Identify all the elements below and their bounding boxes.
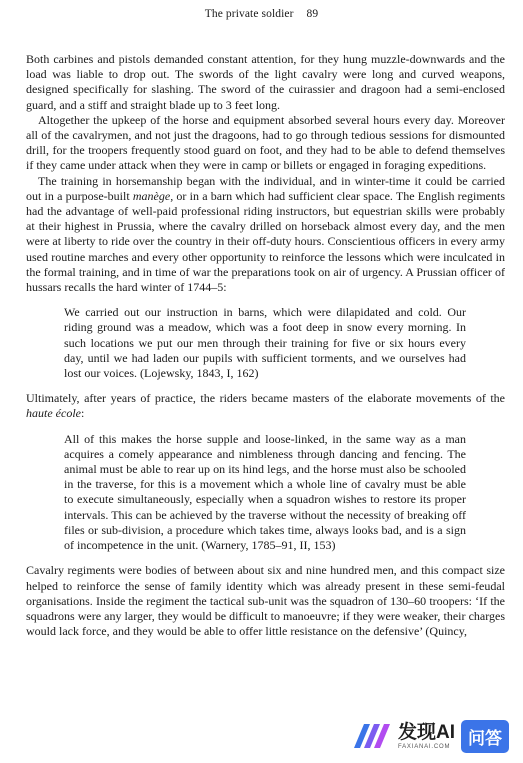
- paragraph-4-text-start: Ultimately, after years of practice, the riders became masters of the elaborate movements of the: [26, 391, 505, 406]
- page-number: 89: [306, 8, 319, 20]
- paragraph-3-text-start: The training in horsemanship began with the individual, and in winter-time it could be carried out in a purpose-built: [26, 173, 505, 203]
- paragraph-5: Cavalry regiments were bodies of between about six and nine hundred men, and this compact size helped to reinforce the sense of family identity which was already present in these semi-feudal organisations. Inside the regiment the tactical sub-unit was the squadron of 130–60 troopers: ‘If the squadrons were any larger, they would be difficult to manoeuvre; if they were weaker, their charges would lack force, and they would be able to offer little resistance on the defensive’ (Quincy,: [26, 563, 505, 639]
- block-quote-1: We carried out our instruction in barns, which were dilapidated and cold. Our riding ground was a meadow, which was a foot deep in snow every morning. In such locations we put our men through their training for five or six hours every day, until we had laden our pupils with sufficient torments, and we ourselves had lost our voices. (Lojewsky, 1843, I, 162): [64, 305, 466, 381]
- paragraph-4-text-end: :: [80, 406, 85, 421]
- paragraph-4: [26, 391, 505, 421]
- watermark-sub: FAXIANAI.COM: [397, 743, 451, 750]
- watermark-text: [398, 723, 455, 750]
- block-quote-2: All of this makes the horse supple and loose-linked, in the same way as a man acquires a comely appearance and nimbleness through dancing and fencing. The animal must be able to rear up on its hind legs, and the horse must also be schooled in the traverse, for this is a movement which a whole line of cavalry must be able to execute simultaneously, especially when a squadron wishes to restore its proper intervals. This can be achieved by the traverse without the necessity of breaking off files or sub-division, a procedure which takes time, always looks bad, and is a sign of incompetence in the unit. (Warnery, 1785–91, II, 153): [64, 431, 466, 553]
- watermark: [352, 719, 509, 753]
- running-head: [0, 8, 523, 20]
- page-body: [26, 52, 505, 639]
- paragraph-3-text-end: or in a barn which had sufficient clear space. The English regiments had the advantage of well-paid professional riding instructors, but equestrian skills were probably at their highest in Prussia, where the cavalry drilled on horseback almost every day, and the men were at liberty to ride over the country in their off-duty hours. Conscientious officers in every army used routine marches and every other opportunity to reinforce the lessons which were inculcated in the formal training, and in time of war the preparations took on air of urgency. A Prussian officer of hussars recalls the hard winter of 1744–5:: [26, 188, 505, 295]
- paragraph-3: [26, 174, 505, 296]
- paragraph-4-italic: haute école: [26, 406, 81, 421]
- watermark-main: 发现AI: [397, 721, 455, 743]
- paragraph-3-italic: manège,: [132, 188, 174, 203]
- watermark-logo-icon: [352, 722, 392, 750]
- paragraph-1: Both carbines and pistols demanded constant attention, for they hung muzzle-downwards and the load was liable to drop out. The swords of the light cavalry were long and curved weapons, designed specifically for slashing. The sword of the cuirassier and dragoon had a semi-enclosed guard, and a stiff and straight blade up to 3 feet long.: [26, 52, 505, 112]
- watermark-qa-button[interactable]: 问答: [461, 720, 509, 753]
- paragraph-2: Altogether the upkeep of the horse and equipment absorbed several hours every day. Moreover all of the cavalrymen, and not just the dragoons, had to go through tedious sessions for dismounted drill, for the troopers frequently stood guard on foot, and they had to be able to defend themselves if they came under attack when they were in camp or billets or engaged in foraging expeditions.: [26, 112, 505, 173]
- running-head-title: The private soldier: [204, 8, 294, 20]
